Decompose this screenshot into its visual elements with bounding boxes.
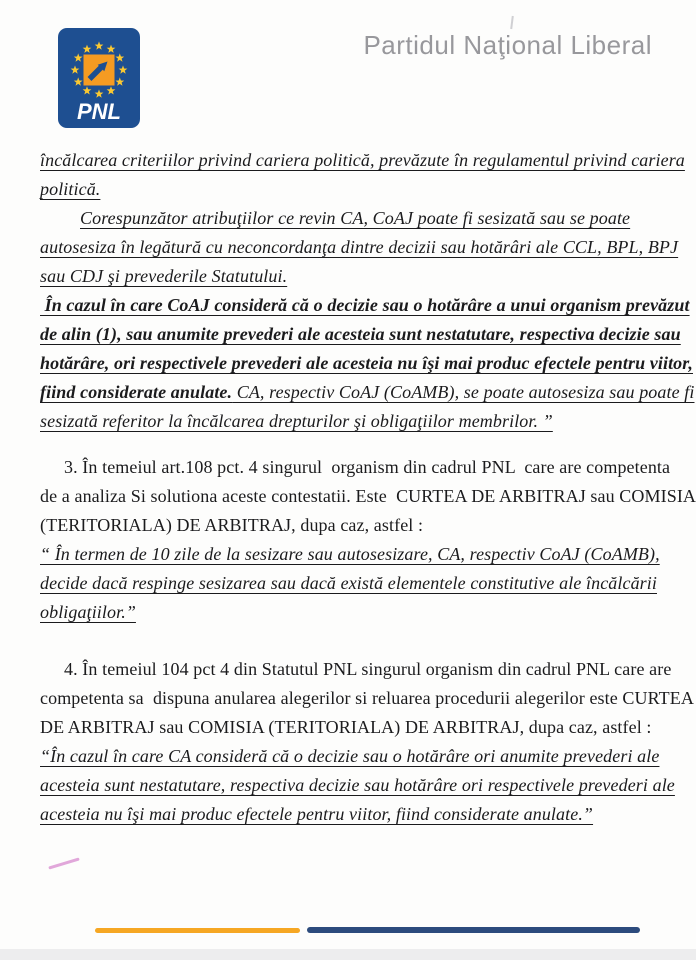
doc-line: de a analiza Si solutiona aceste contestatii. Este CURTEA DE ARBITRAJ sau COMISIA (40, 486, 696, 506)
pnl-logo-graphic (58, 28, 140, 128)
doc-line: acesteia sunt nestatutare, respectiva decizie sau hotărâre ori respectivele prevederi ale (40, 775, 675, 795)
doc-line-segment: CA, respectiv CoAJ (CoAMB), se poate autosesiza sau poate fi (232, 382, 695, 402)
doc-line: sesizată referitor la încălcarea drepturilor şi obligaţiilor membrilor. ” (40, 411, 553, 431)
scan-bottom-edge (0, 949, 696, 960)
doc-line: 4. În temeiul 104 pct 4 din Statutul PNL singurul organism din cadrul PNL care are (64, 659, 672, 679)
doc-line-bold-segment: fiind considerate anulate. (40, 382, 233, 402)
doc-line: acesteia nu îşi mai produc efectele pentru viitor, fiind considerate anulate.” (40, 804, 594, 824)
scan-artifact-tick (510, 16, 514, 29)
doc-line: (TERITORIALA) DE ARBITRAJ, dupa caz, astfel : (40, 515, 424, 535)
footer-accent-blue-bar (307, 927, 640, 933)
doc-line: obligaţiilor.” (40, 602, 136, 622)
doc-line: sau CDJ şi prevederile Statutului. (40, 266, 288, 286)
doc-line: Corespunzător atribuţiilor ce revin CA, CoAJ poate fi sesizată sau se poate (80, 208, 631, 228)
doc-line: “În cazul în care CA consideră că o decizie sau o hotărâre ori anumite prevederi ale (40, 746, 660, 766)
letterhead-org-name: Partidul Naţional Liberal (363, 30, 652, 60)
doc-line (40, 378, 695, 407)
doc-line: DE ARBITRAJ sau COMISIA (TERITORIALA) DE ARBITRAJ, dupa caz, astfel : (40, 717, 652, 737)
doc-line: autosesiza în legătură cu neconcordanţa dintre decizii sau hotărâri ale CCL, BPL, BPJ (40, 237, 679, 257)
pnl-logo (58, 28, 140, 128)
logo-abbr-text: PNL (77, 99, 121, 124)
doc-line: hotărâre, ori respectivele prevederi ale acesteia nu îşi mai produc efectele pentru viitor, (40, 353, 693, 373)
doc-line: “ În termen de 10 zile de la sesizare sau autosesizare, CA, respectiv CoAJ (CoAMB), (40, 544, 660, 564)
doc-line: 3. În temeiul art.108 pct. 4 singurul organism din cadrul PNL care are competenta (64, 457, 671, 477)
footer-accent-orange-bar (95, 928, 300, 933)
doc-line: decide dacă respinge sesizarea sau dacă există elementele constitutive ale încălcării (40, 573, 657, 593)
pink-pen-mark (48, 857, 79, 869)
doc-line: În cazul în care CoAJ consideră că o decizie sau o hotărâre a unui organism prevăzut (40, 295, 690, 315)
doc-line: politică. (40, 179, 101, 199)
doc-line: încălcarea criteriilor privind cariera politică, prevăzute în regulamentul privind cariera (40, 150, 685, 170)
doc-line: de alin (1), sau anumite prevederi ale acesteia sunt nestatutare, respectiva decizie sau (40, 324, 681, 344)
document-body (40, 146, 696, 829)
doc-line: competenta sa dispuna anularea alegerilor si reluarea procedurii alegerilor este CURTEA (40, 688, 694, 708)
